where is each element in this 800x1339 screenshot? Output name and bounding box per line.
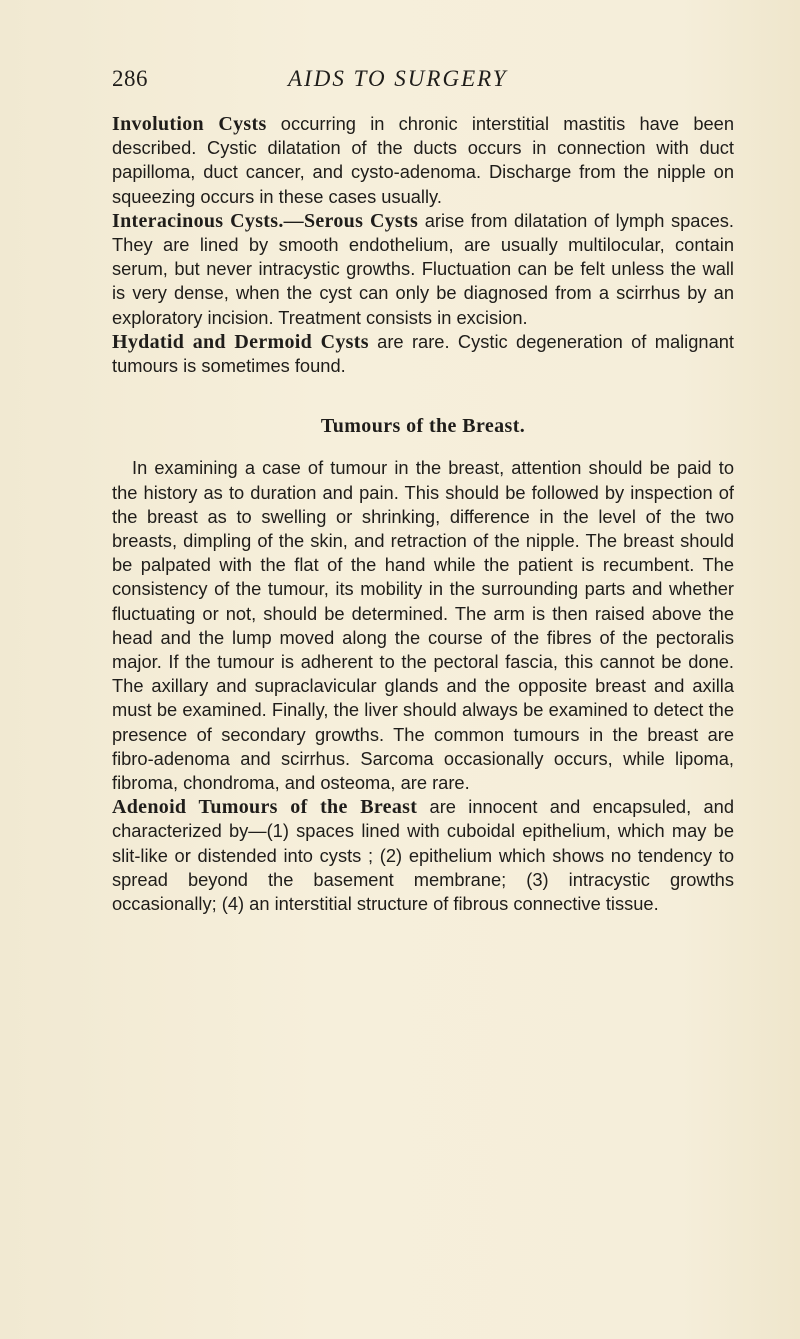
paragraph-text: occurring in chronic interstitial mastitis have been described. Cystic dilatation of the ducts occurs in connection with duct papilloma, duct cancer, and cysto-adenoma. Discharge from the nipple on squeezing occurs in these cases usually. [112,113,734,207]
running-title: AIDS TO SURGERY [288,66,508,91]
paragraph-text: arise from dilatation of lymph spaces. They are lined by smooth endothelium, are usually multilocular, contain serum, but never intracystic growths. Fluctuation can be felt unless the wall is very dense, when the cyst can only be diagnosed from a scirrhus by an exploratory incision. Treatment consists in excision. [112,209,734,328]
page-header [112,66,732,96]
paragraph-lead: Interacinous Cysts.—Serous Cysts [112,209,419,232]
paragraph-interacinous-cysts [112,209,734,330]
page-number: 286 [112,66,148,91]
paragraph-examining: In examining a case of tumour in the breast, attention should be paid to the history as to duration and pain. This should be followed by inspection of the breast as to swelling or shrinking, difference in the level of the two breasts, dimpling of the skin, and retraction of the nipple. The breast should be palpated with the flat of the hand while the patient is recumbent. The consistency of the tumour, its mobility in the surrounding parts and whether fluctuating or not, should be determined. The arm is then raised above the head and the lump moved along the course of the fibres of the pectoralis major. If the tumour is adherent to the pectoral fascia, this cannot be done. The axillary and supraclavicular glands and the opposite breast and axilla must be examined. Finally, the liver should always be examined to detect the presence of secondary growths. The common tumours in the breast are fibro-adenoma and scirrhus. Sarcoma occasionally occurs, while lipoma, fibroma, chondroma, and osteoma, are rare. [112,457,734,794]
paragraph-text: are rare. Cystic degeneration of malignant tumours is sometimes found. [112,330,734,377]
paragraph-text: are innocent and encapsuled, and characterized by—(1) spaces lined with cuboidal epithelium, which may be slit-like or distended into cysts ; (2) epithelium which shows no tendency to spread beyond the basement membrane; (3) intracystic growths occasionally; (4) an interstitial structure of fibrous connective tissue. [112,796,735,915]
paragraph-adenoid-tumours [112,795,734,916]
section-heading: Tumours of the Breast. [320,415,526,438]
paragraph-lead: Adenoid Tumours of the Breast [112,796,418,819]
paragraph-lead: Hydatid and Dermoid Cysts [112,330,369,353]
body-text [112,112,734,916]
paragraph-involution-cysts [112,112,734,209]
paragraph-lead: Involution Cysts [112,113,267,135]
paragraph-hydatid-cysts [112,330,734,378]
